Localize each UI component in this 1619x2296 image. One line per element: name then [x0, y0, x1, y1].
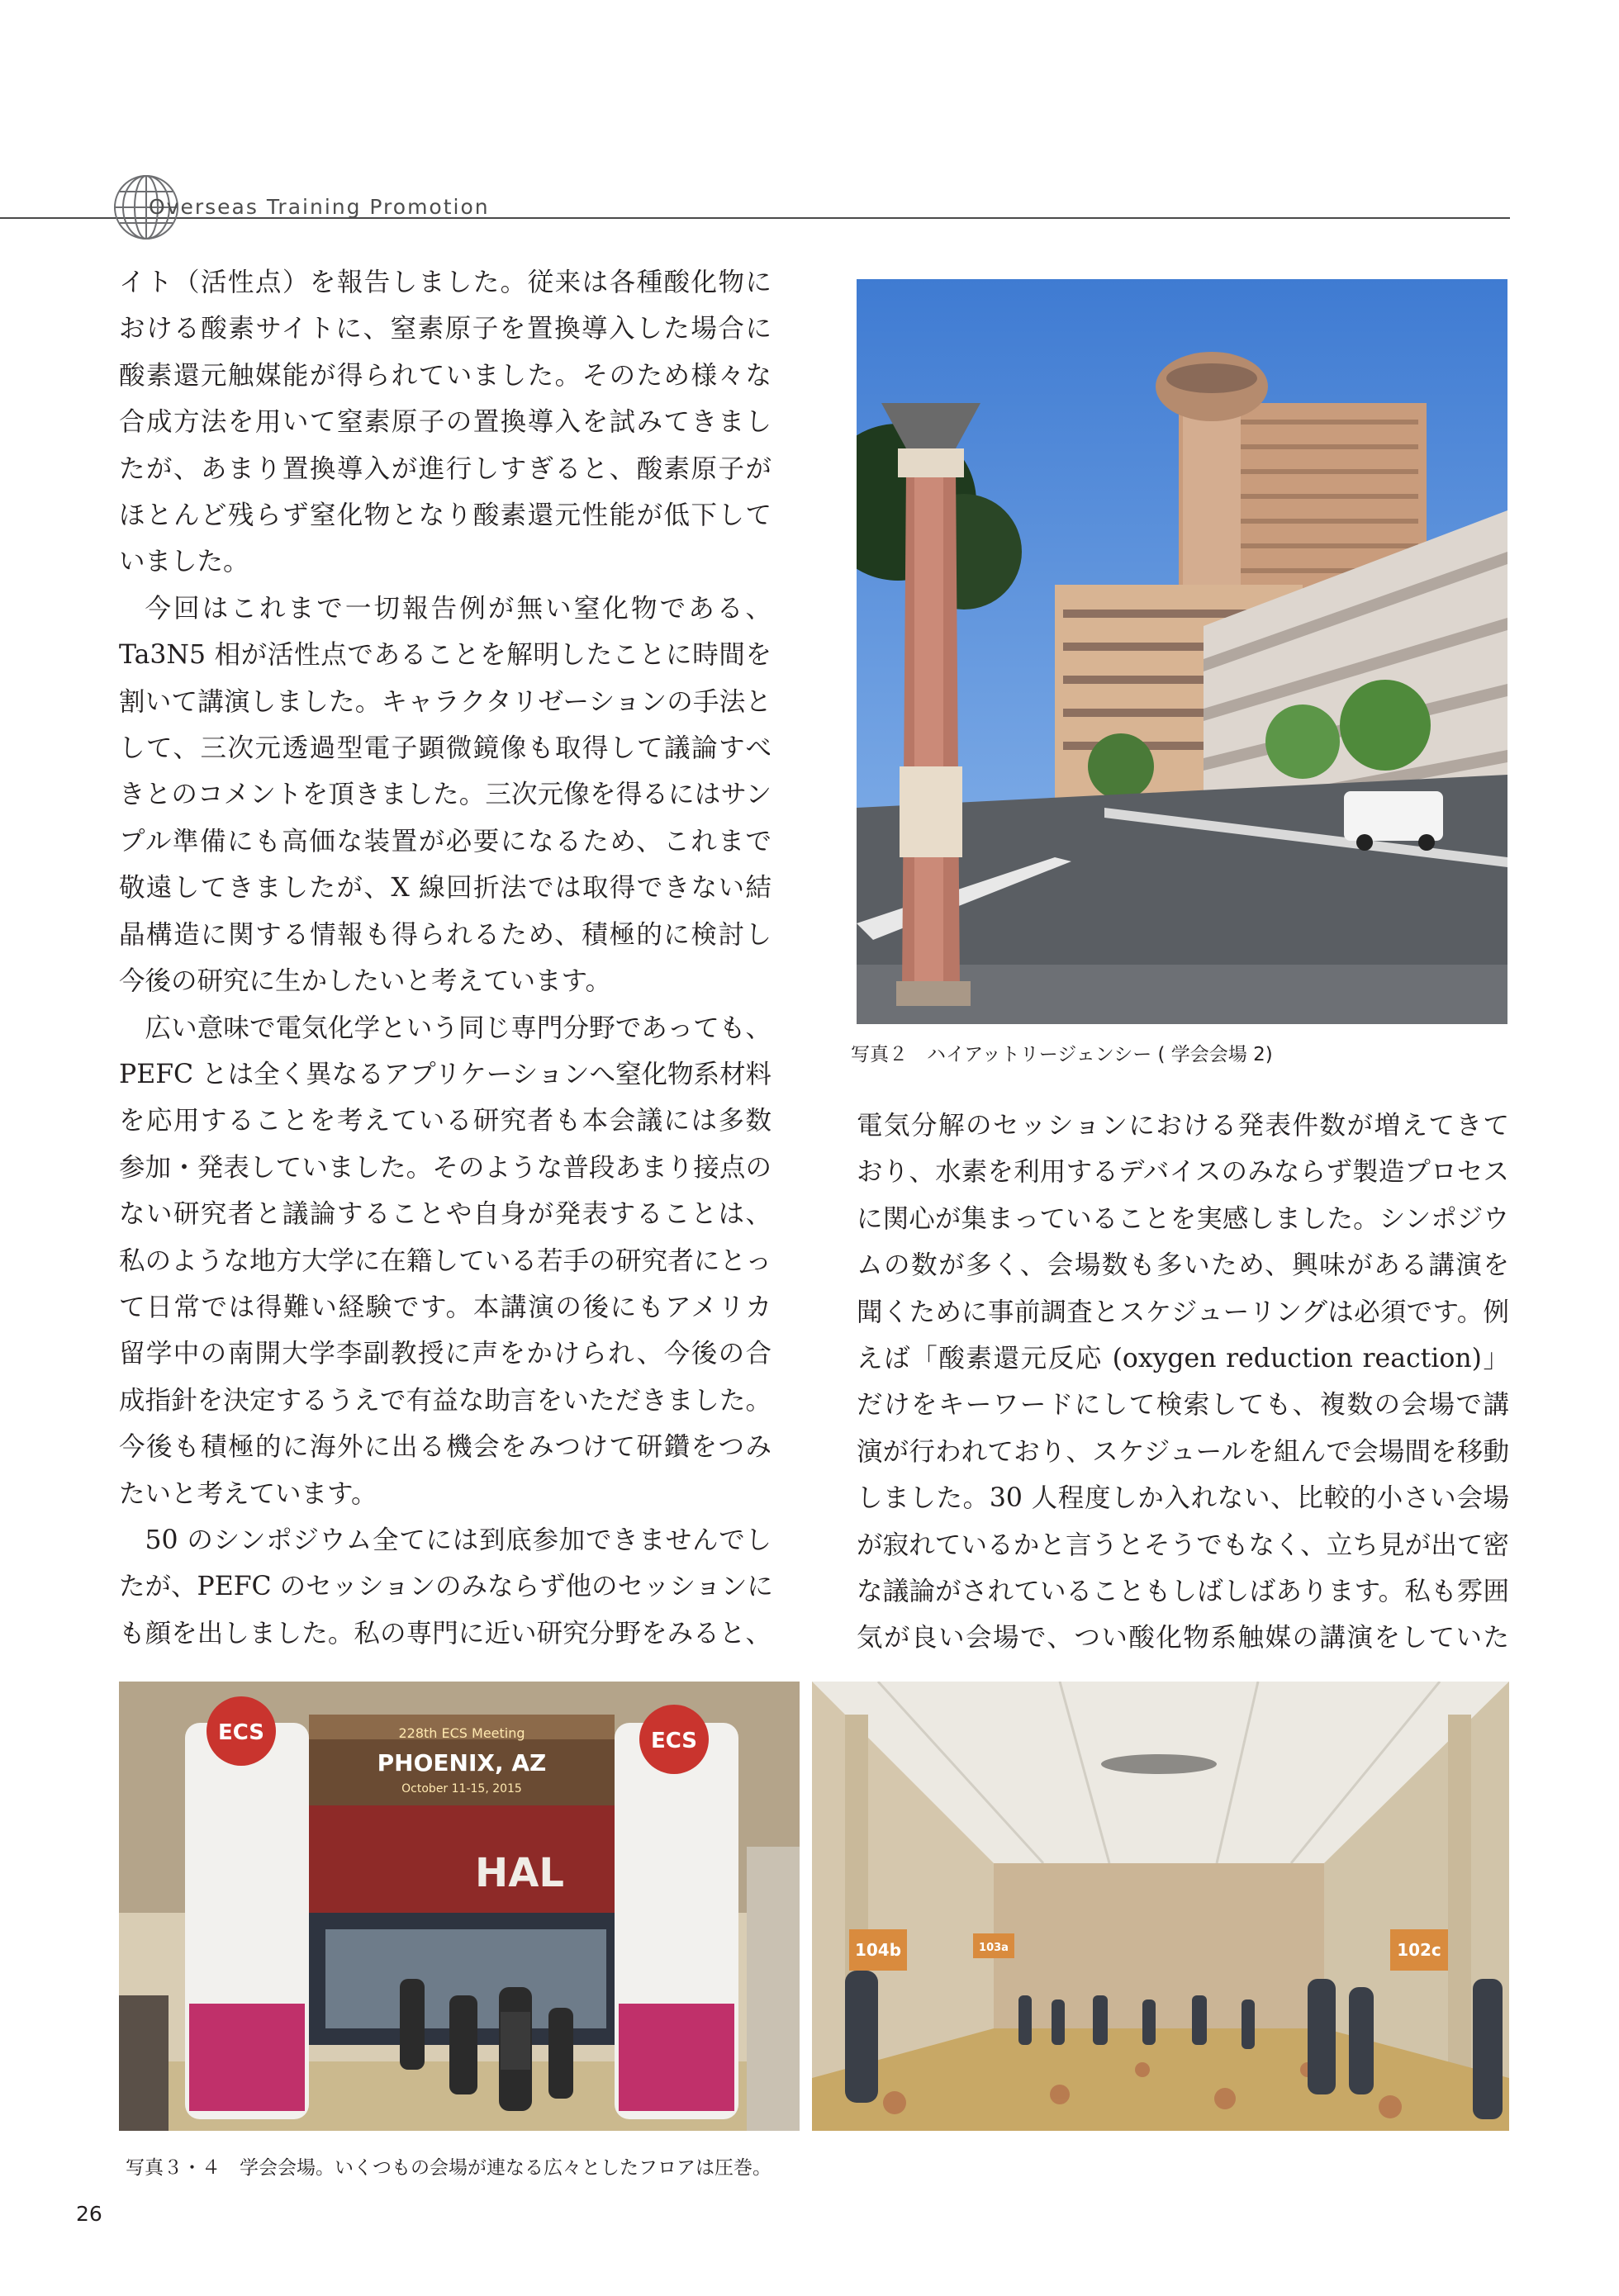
text-line: 酸素還元触媒能が得られていました。そのため様々な [119, 360, 772, 391]
photo-3-4-caption: 写真３・４ 学会会場。いくつもの会場が連なる広々としたフロアは圧巻。 [126, 2157, 772, 2179]
text-line: 今後の研究に生かしたいと考えています。 [119, 966, 611, 997]
text-line: 演が行われており、スケジュールを組んで会場間を移動 [857, 1436, 1509, 1467]
text-line: イト（活性点）を報告しました。従来は各種酸化物に [119, 268, 772, 297]
text-line: たが、PEFC のセッションのみならず他のセッションに [119, 1572, 773, 1602]
room-sign-102c: 102c [1397, 1940, 1441, 1960]
text-line: 今回はこれまで一切報告例が無い窒化物である、 [145, 593, 772, 624]
text-line: 晶構造に関する情報も得られるため、積極的に検討し [119, 919, 772, 950]
text-line: たいと考えています。 [119, 1478, 377, 1509]
text-line: おり、水素を利用するデバイスのみならず製造プロセス [857, 1157, 1509, 1188]
banner-city: PHOENIX, AZ [377, 1749, 547, 1777]
text-line: 成指針を決定するうえで有益な助言をいただきました。 [119, 1385, 772, 1416]
text-line: ほとんど残らず窒化物となり酸素還元性能が低下して [119, 500, 772, 531]
pillar-logo-left: ECS [217, 1720, 265, 1745]
text-line: えば「酸素還元反応 (oxygen reduction reaction)」 [857, 1344, 1509, 1374]
text-line: 今後も積極的に海外に出る機会をみつけて研鑽をつみ [119, 1432, 772, 1463]
text-line: が寂れているかと言うとそうでもなく、立ち見が出て密 [857, 1530, 1509, 1560]
text-line: して、三次元透過型電子顕微鏡像も取得して議論すべ [119, 733, 772, 764]
body-text-right [857, 1103, 1509, 1662]
section-title: Overseas Training Promotion [149, 195, 490, 219]
page-number: 26 [76, 2202, 102, 2226]
text-line: だけをキーワードにして検索しても、複数の会場で講 [857, 1390, 1509, 1421]
text-line: PEFC とは全く異なるアプリケーションへ窒化物系材料 [119, 1059, 772, 1089]
text-line: を応用することを考えている研究者も本会議には多数 [119, 1106, 772, 1136]
text-line: 留学中の南開大学李副教授に声をかけられ、今後の合 [119, 1339, 772, 1369]
pillar-logo-right: ECS [650, 1729, 698, 1753]
text-line: たが、あまり置換導入が進行しすぎると、酸素原子が [119, 453, 772, 484]
text-line: しました。30 人程度しか入れない、比較的小さい会場 [857, 1483, 1509, 1514]
text-line: ない研究者と議論することや自身が発表することは、 [119, 1199, 772, 1230]
banner-date: October 11-15, 2015 [401, 1782, 522, 1796]
hall-sign: HAL [475, 1850, 564, 1896]
photo-2-caption: 写真２ ハイアットリージェンシー ( 学会会場 2) [851, 1044, 1273, 1065]
text-line: 電気分解のセッションにおける発表件数が増えてきて [857, 1111, 1509, 1141]
text-line: 聞くために事前調査とスケジューリングは必須です。例 [857, 1297, 1509, 1327]
text-line: 気が良い会場で、つい酸化物系触媒の講演をしていた [857, 1623, 1509, 1653]
text-line: いました。 [119, 547, 249, 577]
text-line: も顔を出しました。私の専門に近い研究分野をみると、 [119, 1618, 772, 1648]
text-line: Ta3N5 相が活性点であることを解明したことに時間を [119, 640, 772, 671]
text-line: ムの数が多く、会場数も多いため、興味がある講演を [857, 1250, 1509, 1281]
photo-hyatt-regency [857, 279, 1507, 1024]
text-line: て日常では得難い経験です。本講演の後にもアメリカ [119, 1292, 772, 1322]
text-line: な議論がされていることもしばしばあります。私も雰囲 [857, 1577, 1509, 1607]
photo-conference-hall [812, 1682, 1509, 2131]
text-line: 割いて講演しました。キャラクタリゼーションの手法と [119, 686, 772, 717]
text-line: 参加・発表していました。そのような普段あまり接点の [119, 1152, 772, 1183]
text-line: に関心が集まっていることを実感しました。シンポジウ [857, 1203, 1509, 1234]
text-line: きとのコメントを頂きました。三次元像を得るにはサン [119, 780, 772, 810]
text-line: おける酸素サイトに、窒素原子を置換導入した場合に [119, 314, 772, 344]
text-line: プル準備にも高価な装置が必要になるため、これまで [119, 826, 772, 856]
text-line: 合成方法を用いて窒素原子の置換導入を試みてきまし [119, 407, 772, 438]
banner-title: 228th ECS Meeting [398, 1725, 525, 1741]
room-sign-104b: 104b [854, 1940, 902, 1960]
text-line: 広い意味で電気化学という同じ専門分野であっても、 [145, 1013, 772, 1043]
text-line: 50 のシンポジウム全てには到底参加できませんでし [145, 1525, 772, 1555]
text-line: 私のような地方大学に在籍している若手の研究者にとっ [119, 1245, 772, 1276]
text-line: 敬遠してきましたが、X 線回折法では取得できない結 [119, 873, 772, 904]
photo-conference-entrance [119, 1682, 800, 2131]
room-sign-103a: 103a [979, 1942, 1009, 1954]
body-text-left [119, 259, 772, 1657]
